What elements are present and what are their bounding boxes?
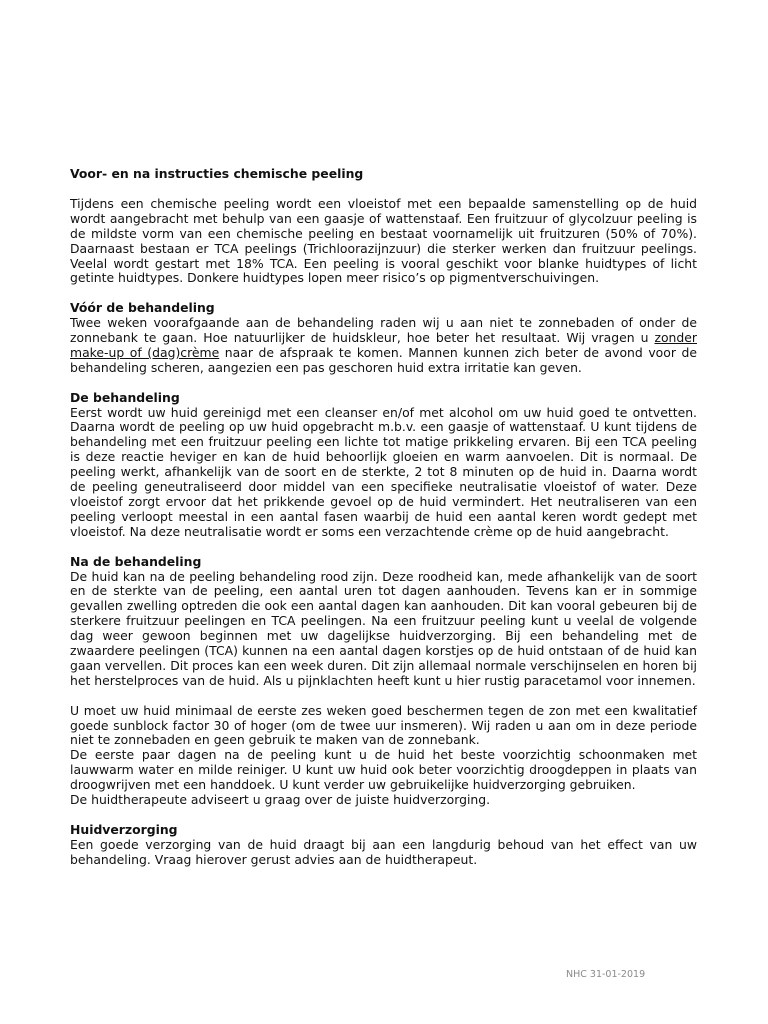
footer-date: NHC 31-01-2019 [566,969,646,980]
intro-paragraph: Tijdens een chemische peeling wordt een vloeistof met een bepaalde samenstelling op de huid wordt aangebracht met behulp van een gaasje of wattenstaaf. Een fruitzuur of glycolzuur peeling is de mildste vorm van een chemische peeling en bestaat voornamelijk uit fruitzuren (50% of 70%). Daarnaast bestaan er TCA peelings (Trichloorazijnzuur) die sterker werken dan fruitzuur peelings. Veelal wordt gestart met 18% TCA. Een peeling is vooral geschikt voor blanke huidtypes of licht getinte huidtypes. Donkere huidtypes lopen meer risico’s op pigmentverschuivingen. [70,195,697,286]
de-behandeling-paragraph: Eerst wordt uw huid gereinigd met een cleanser en/of met alcohol om uw huid goed te ontvetten. Daarna wordt de peeling op uw huid opgebracht m.b.v. een gaasje of wattenstaaf. U kunt tijdens de behandeling met een fruitzuur peeling een lichte tot matige prikkeling ervaren. Bij een TCA peeling is deze reactie heviger en kan de huid behoorlijk gloeien en warm aanvoelen. Dit is normaal. De peeling werkt, afhankelijk van de soort en de sterkte, 2 tot 8 minuten op de huid in. Daarna wordt de peeling geneutraliseerd door middel van een specifieke neutralisatie vloeistof of water. Deze vloeistof zorgt ervoor dat het prikkende gevoel op de huid vermindert. Het neutraliseren van een peeling verloopt meestal in een aantal fasen waarbij de huid een aantal keren wordt gedept met vloeistof. Na deze neutralisatie wordt er soms een verzachtende crème op de huid aangebracht. [70,404,697,539]
voor-text-2: naar de afspraak te komen. Mannen kunnen zich beter de avond voor de behandeling scheren, aangezien een pas geschoren huid extra irritatie kan geven. [70,344,697,375]
voor-underlined-text: zonder make-up of (dag)crème [70,330,697,360]
reiniging-paragraph: De eerste paar dagen na de peeling kunt u de huid het beste voorzichtig schoonmaken met lauwwarm water en milde reiniger. U kunt uw huid ook beter voorzichtig droogdeppen in plaats van droogwrijven met een handdoek. U kunt verder uw gebruikelijke huidverzorging gebruiken. [70,747,697,793]
section-zonbescherming [70,704,697,808]
sunblock-paragraph: U moet uw huid minimaal de eerste zes weken goed beschermen tegen de zon met een kwalitatief goede sunblock factor 30 of hoger (om de twee uur insmeren). Wij raden u aan om in deze periode niet te zonnebaden en geen gebruik te maken van de zonnebank. [70,702,697,748]
section-heading-huidverzorging: Huidverzorging [70,821,178,837]
voor-text-1: Twee weken voorafgaande aan de behandeling raden wij u aan niet te zonnebaden of onder de zonnebank te gaan. Hoe natuurlijker de huidskleur, hoe beter het resultaat. Wij vragen u [70,315,697,346]
section-heading-na: Na de behandeling [70,553,202,569]
page-title: Voor- en na instructies chemische peeling [70,166,364,181]
document-body [70,167,697,868]
na-paragraph: De huid kan na de peeling behandeling rood zijn. Deze roodheid kan, mede afhankelijk van de soort en de sterkte van de peeling, een aantal uren tot dagen aanhouden. Tevens kan er in sommige gevallen zwelling optreden die ook een aantal dagen kan aanhouden. Dit kan vooral gebeuren bij de sterkere fruitzuur peelingen en TCA peelingen. Na een fruitzuur peeling kunt u veelal de volgende dag weer gewoon beginnen met uw dagelijkse huidverzorging. Bij een behandeling met de zwaardere peelingen (TCA) kunnen na een aantal dagen korstjes op de huid ontstaan of de huid kan gaan vervellen. Dit proces kan een week duren. Dit zijn allemaal normale verschijnselen en horen bij het herstelproces van de huid. Als u pijnklachten heeft kunt u hier rustig paracetamol voor innemen. [70,568,697,688]
section-heading-de-behandeling: De behandeling [70,389,180,405]
section-heading-voor: Vóór de behandeling [70,300,215,316]
advies-paragraph: De huidtherapeute adviseert u graag over de juiste huidverzorging. [70,792,491,808]
huidverzorging-paragraph: Een goede verzorging van de huid draagt bij aan een langdurig behoud van het effect van uw behandeling. Vraag hierover gerust advies aan de huidtherapeut. [70,836,697,867]
section-voor-de-behandeling [70,301,697,376]
section-na-de-behandeling [70,555,697,689]
section-de-behandeling [70,391,697,540]
section-huidverzorging [70,823,697,868]
voor-paragraph [70,316,697,376]
